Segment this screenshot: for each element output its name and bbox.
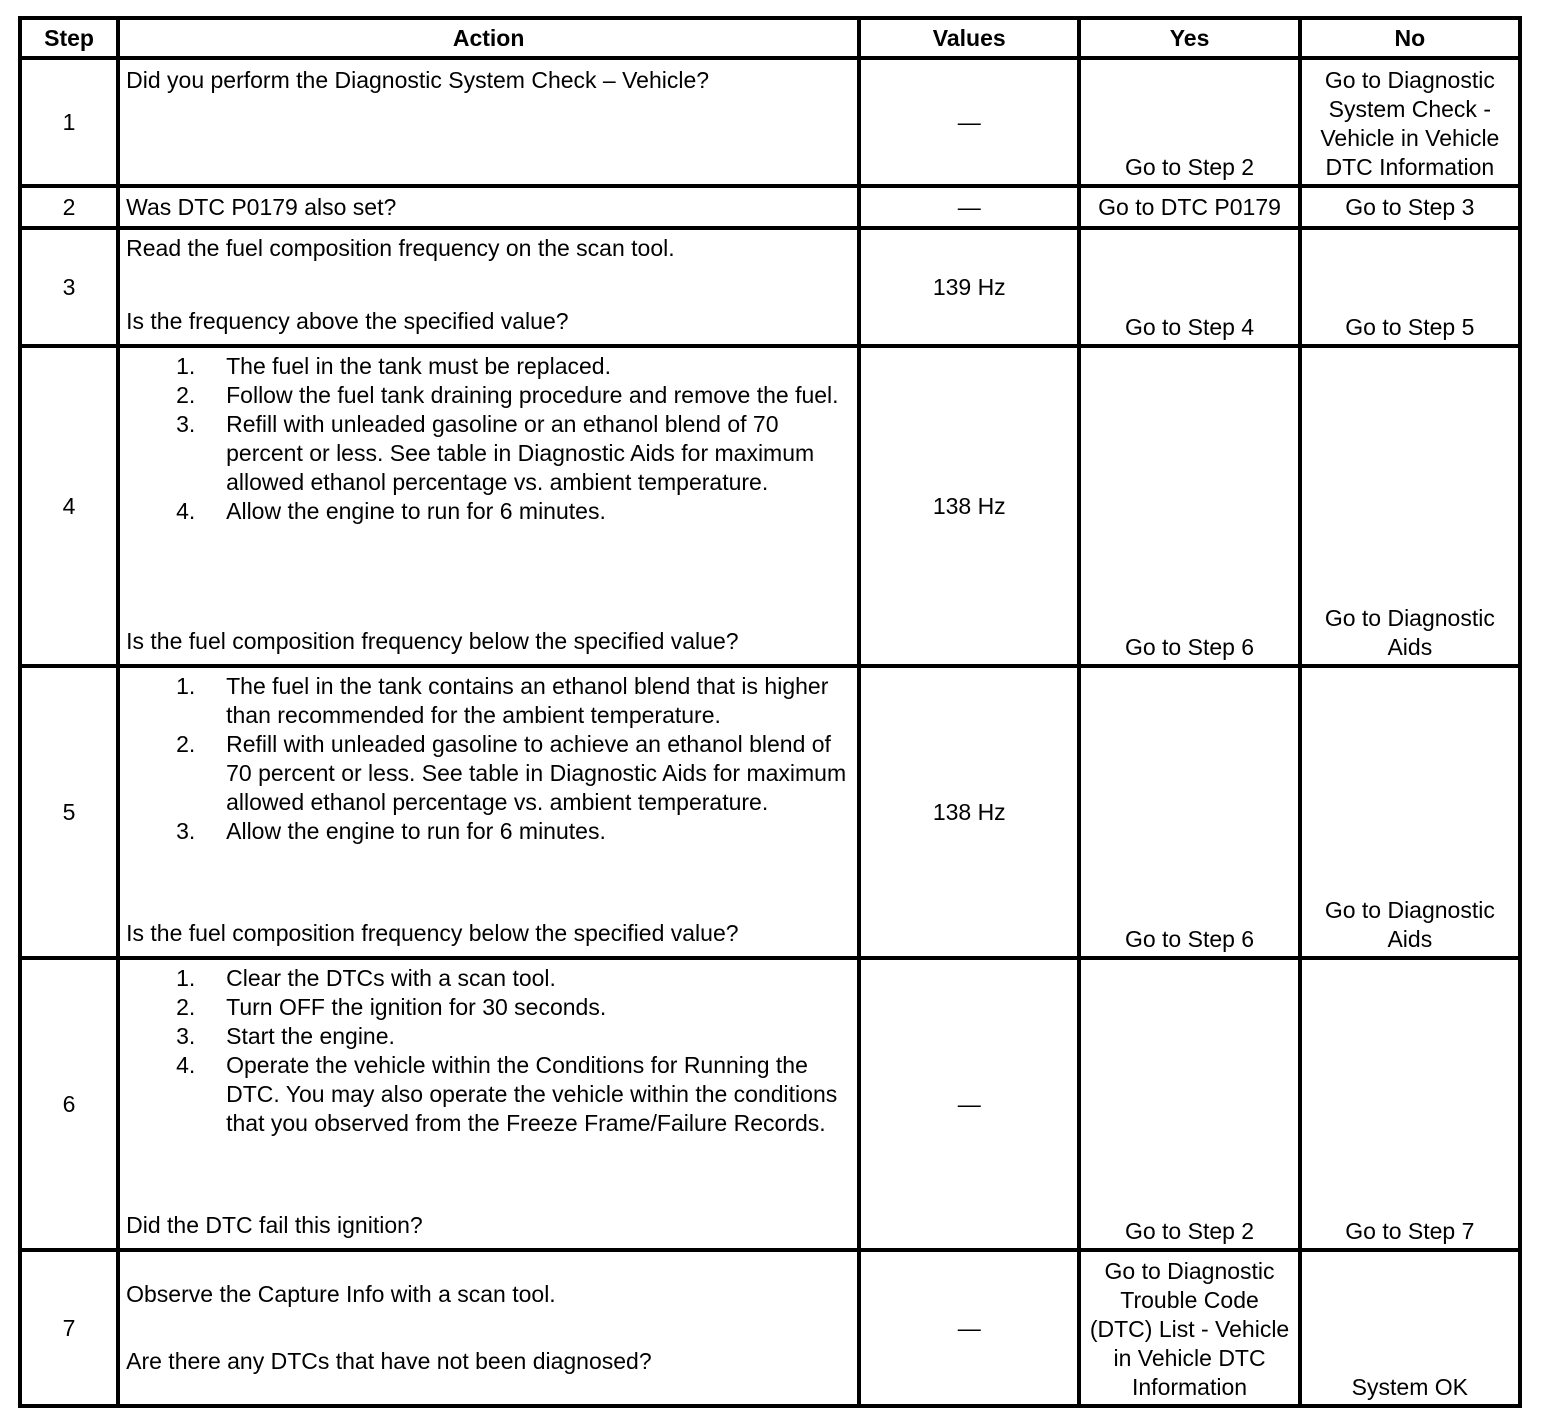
action-question: Is the frequency above the specified value?	[126, 308, 569, 334]
list-item	[126, 497, 851, 526]
spec-value: —	[859, 1250, 1079, 1406]
spec-value: —	[859, 58, 1079, 186]
step-number: 5	[20, 666, 118, 958]
diagnostic-table	[18, 16, 1522, 1408]
list-text: Allow the engine to run for 6 minutes.	[226, 498, 606, 524]
yes-result: Go to Step 2	[1079, 958, 1299, 1250]
action-text: Did you perform the Diagnostic System Check – Vehicle?	[118, 58, 859, 186]
header-row	[20, 18, 1520, 58]
action-steps-list	[126, 672, 851, 846]
no-result: Go to Step 3	[1300, 186, 1520, 228]
list-number: 3.	[176, 818, 196, 844]
action-text: Observe the Capture Info with a scan tool.	[126, 1281, 556, 1307]
list-number: 1.	[176, 965, 196, 991]
list-number: 4.	[176, 1052, 196, 1078]
list-number: 1.	[176, 673, 196, 699]
list-item	[126, 1022, 851, 1051]
yes-result: Go to Step 2	[1079, 58, 1299, 186]
list-text: Refill with unleaded gasoline to achieve an ethanol blend of 70 percent or less. See table in Diagnostic Aids for maximum allowed ethanol percentage vs. ambient temperature.	[226, 731, 847, 815]
action-question: Did the DTC fail this ignition?	[126, 1212, 423, 1238]
list-item	[126, 1051, 851, 1138]
list-number: 4.	[176, 498, 196, 524]
header-step: Step	[20, 18, 118, 58]
list-item	[126, 352, 851, 381]
step-number: 3	[20, 228, 118, 346]
no-result: Go to Diagnostic System Check - Vehicle in Vehicle DTC Information	[1300, 58, 1520, 186]
action-steps-list	[126, 352, 851, 526]
list-item	[126, 964, 851, 993]
list-number: 3.	[176, 1023, 196, 1049]
spec-value: 138 Hz	[859, 346, 1079, 666]
action-question: Is the fuel composition frequency below the specified value?	[126, 920, 739, 946]
header-action: Action	[118, 18, 859, 58]
list-text: Refill with unleaded gasoline or an ethanol blend of 70 percent or less. See table in Diagnostic Aids for maximum allowed ethanol percentage vs. ambient temperature.	[226, 411, 815, 495]
spec-value: —	[859, 958, 1079, 1250]
list-text: The fuel in the tank contains an ethanol blend that is higher than recommended for the ambient temperature.	[226, 673, 829, 728]
no-result: Go to Diagnostic Aids	[1300, 346, 1520, 666]
step-number: 2	[20, 186, 118, 228]
table-row	[20, 958, 1520, 1250]
table-row	[20, 666, 1520, 958]
yes-result: Go to Step 4	[1079, 228, 1299, 346]
action-text: Was DTC P0179 also set?	[118, 186, 859, 228]
table-row	[20, 1250, 1520, 1406]
list-number: 3.	[176, 411, 196, 437]
table-row	[20, 346, 1520, 666]
step-number: 1	[20, 58, 118, 186]
yes-result: Go to Step 6	[1079, 666, 1299, 958]
action-question: Is the fuel composition frequency below the specified value?	[126, 628, 739, 654]
list-number: 1.	[176, 353, 196, 379]
action-steps-list	[126, 964, 851, 1138]
list-text: Follow the fuel tank draining procedure and remove the fuel.	[226, 382, 839, 408]
no-result: Go to Step 7	[1300, 958, 1520, 1250]
yes-result: Go to Diagnostic Trouble Code (DTC) List - Vehicle in Vehicle DTC Information	[1079, 1250, 1299, 1406]
step-number: 7	[20, 1250, 118, 1406]
diagnostic-table-container	[18, 16, 1522, 1408]
yes-result: Go to Step 6	[1079, 346, 1299, 666]
yes-result: Go to DTC P0179	[1079, 186, 1299, 228]
list-item	[126, 672, 851, 730]
step-number: 4	[20, 346, 118, 666]
list-item	[126, 993, 851, 1022]
list-text: Start the engine.	[226, 1023, 395, 1049]
action-question: Are there any DTCs that have not been diagnosed?	[126, 1348, 652, 1374]
step-number: 6	[20, 958, 118, 1250]
table-row	[20, 58, 1520, 186]
header-values: Values	[859, 18, 1079, 58]
header-yes: Yes	[1079, 18, 1299, 58]
list-text: Turn OFF the ignition for 30 seconds.	[226, 994, 607, 1020]
spec-value: 138 Hz	[859, 666, 1079, 958]
list-number: 2.	[176, 731, 196, 757]
table-row	[20, 228, 1520, 346]
list-number: 2.	[176, 994, 196, 1020]
list-text: Allow the engine to run for 6 minutes.	[226, 818, 606, 844]
no-result: System OK	[1300, 1250, 1520, 1406]
action-text: Read the fuel composition frequency on the scan tool.	[126, 235, 675, 261]
table-row	[20, 186, 1520, 228]
no-result: Go to Diagnostic Aids	[1300, 666, 1520, 958]
list-text: The fuel in the tank must be replaced.	[226, 353, 611, 379]
list-item	[126, 817, 851, 846]
list-text: Clear the DTCs with a scan tool.	[226, 965, 556, 991]
list-item	[126, 410, 851, 497]
list-item	[126, 381, 851, 410]
spec-value: 139 Hz	[859, 228, 1079, 346]
list-number: 2.	[176, 382, 196, 408]
list-text: Operate the vehicle within the Conditions for Running the DTC. You may also operate the vehicle within the conditions that you observed from the Freeze Frame/Failure Records.	[226, 1052, 838, 1136]
spec-value: —	[859, 186, 1079, 228]
no-result: Go to Step 5	[1300, 228, 1520, 346]
list-item	[126, 730, 851, 817]
header-no: No	[1300, 18, 1520, 58]
